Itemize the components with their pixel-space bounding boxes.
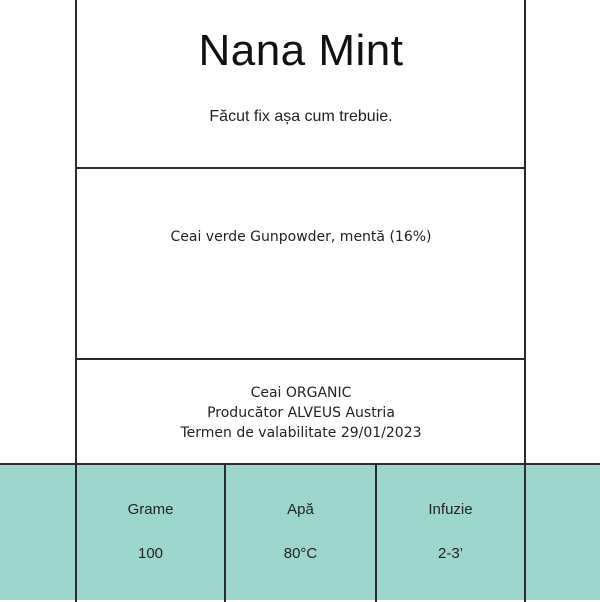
expiry-label: Termen de valabilitate 29/01/2023 (180, 425, 422, 441)
spec-water-label: Apă (287, 501, 314, 518)
band-line-4 (524, 465, 526, 602)
product-subtitle: Făcut fix așa cum trebuie. (209, 108, 393, 125)
divider-ingredients (75, 358, 526, 360)
spec-grams-label: Grame (127, 501, 174, 518)
spec-grams-value: 100 (137, 545, 164, 562)
spec-infusion-value: 2-3’ (437, 545, 463, 562)
spec-infusion-label: Infuzie (428, 501, 473, 518)
product-info (77, 383, 525, 443)
spec-water-value: 80°C (283, 545, 318, 562)
product-title: Nana Mint (198, 26, 404, 75)
spec-grams (77, 465, 224, 602)
spec-infusion (377, 465, 524, 602)
producer-label: Producător ALVEUS Austria (207, 405, 395, 421)
spec-water (226, 465, 375, 602)
organic-label: Ceai ORGANIC (250, 385, 352, 401)
specs-band (0, 463, 600, 600)
ingredients-text: Ceai verde Gunpowder, mentă (16%) (170, 229, 432, 245)
divider-header (75, 167, 526, 169)
